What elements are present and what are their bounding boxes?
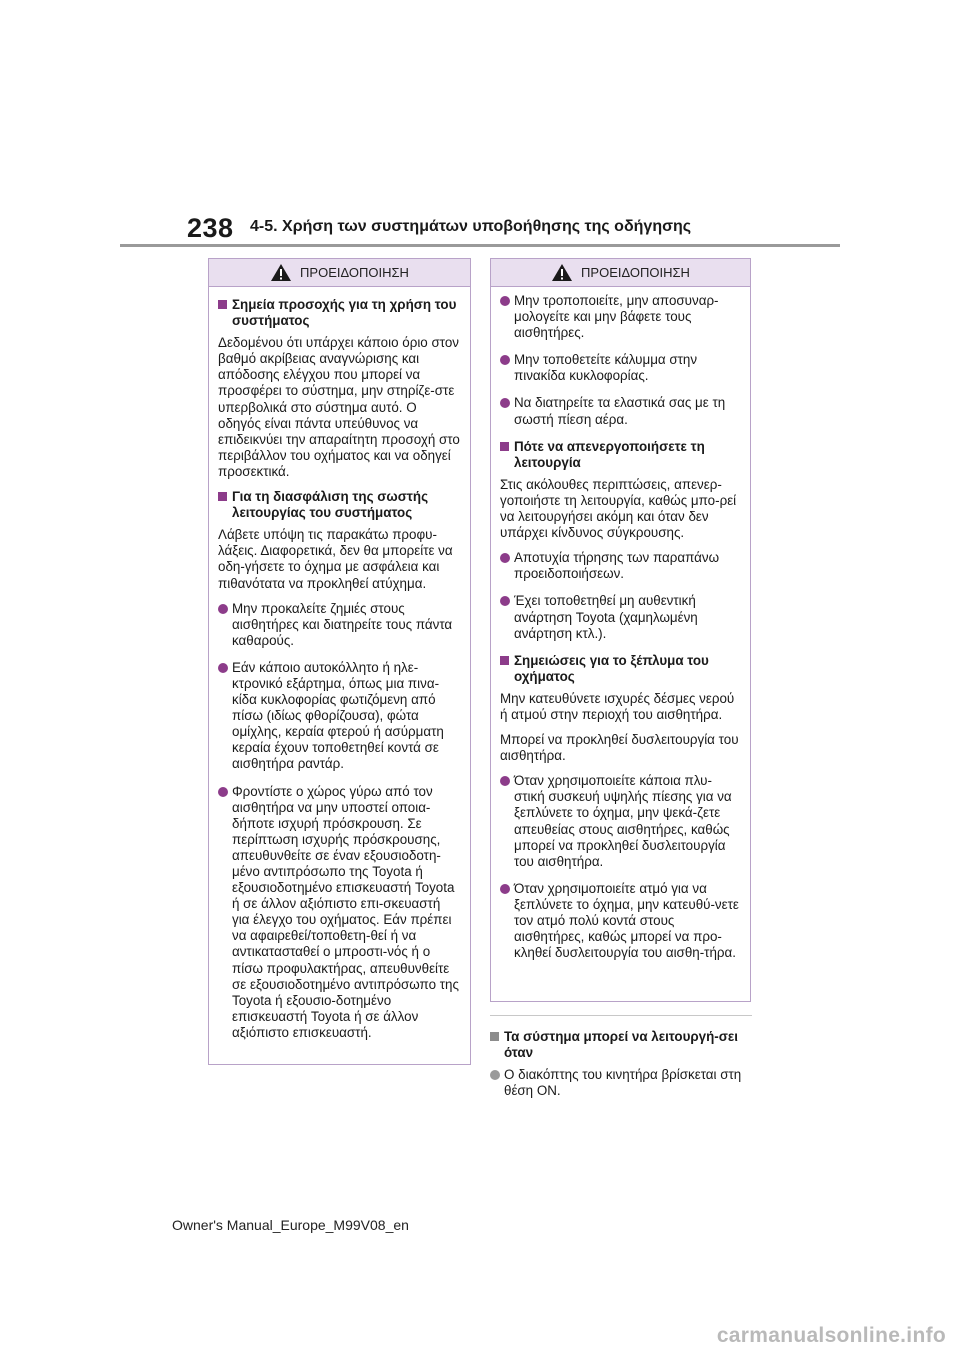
warning-title: ΠΡΟΕΙΔΟΠΟΙΗΣΗ bbox=[581, 265, 690, 280]
circle-bullet-icon bbox=[490, 1070, 500, 1080]
subheading: Σημεία προσοχής για τη χρήση του συστήματος bbox=[218, 297, 461, 329]
paragraph: Μην κατευθύνετε ισχυρές δέσμες νερού ή ατμού στην περιοχή του αισθητήρα. bbox=[500, 690, 735, 722]
warning-header bbox=[209, 259, 470, 287]
warning-box-left bbox=[208, 258, 471, 1065]
paragraph: Στις ακόλουθες περιπτώσεις, απενερ-γοποιήστε τη λειτουργία, καθώς μπο-ρεί να λειτουργήσει ακόμη και όταν δεν υπάρχει κίνδυνος σύγκρουσης. bbox=[500, 476, 737, 541]
circle-bullet-icon bbox=[500, 296, 510, 306]
paragraph: Δεδομένου ότι υπάρχει κάποιο όριο στον βαθμό ακρίβειας αναγνώρισης και απόδοσης ελέγχου που μπορεί να προσφέρει το σύστημα, μην στηρίζε-στε υπερβολικά στο σύστημα αυτό. Ο οδηγός είναι πάντα υπεύθυνος να επιδεικνύει την απαραίτητη προσοχή στο περιβάλλον του οχήματος και να οδηγεί προσεκτικά. bbox=[218, 335, 460, 479]
circle-bullet-icon bbox=[500, 553, 510, 563]
warning-triangle-icon bbox=[270, 263, 292, 282]
watermark: carmanualsonline.info bbox=[716, 1324, 946, 1347]
list-item: Εάν κάποιο αυτοκόλλητο ή ηλε-κτρονικό εξάρτημα, όπως μια πινα-κίδα κυκλοφορίας φωτιζόμενη από πίσω (ιδίως φθορίζουσα), φώτα ομίχλης, κεραία φτερού ή ασύρματη κεραία έχουν τοποθετηθεί κοντά σε αισθητήρα ραντάρ. bbox=[218, 660, 461, 773]
list-item: Να διατηρείτε τα ελαστικά σας με τη σωστή πίεση αέρα. bbox=[500, 395, 741, 427]
footer-text: Owner's Manual_Europe_M99V08_en bbox=[172, 1217, 409, 1233]
paragraph: Μπορεί να προκληθεί δυσλειτουργία του αισθητήρα. bbox=[500, 732, 739, 764]
square-bullet-icon bbox=[218, 492, 227, 501]
circle-bullet-icon bbox=[218, 663, 228, 673]
section-title: 4-5. Χρήση των συστημάτων υποβοήθησης της οδήγησης bbox=[250, 218, 692, 235]
subheading: Πότε να απενεργοποιήσετε τη λειτουργία bbox=[500, 439, 741, 471]
list-item: Όταν χρησιμοποιείτε κάποια πλυ-στική συσκευή υψηλής πίεσης για να ξεπλύνετε το όχημα, μην ψεκά-ζετε απευθείας στους αισθητήρες, καθώς μπορεί να προκληθεί δυσλειτουργία του αισθητήρα. bbox=[500, 773, 741, 870]
header-divider bbox=[120, 244, 840, 247]
warning-title: ΠΡΟΕΙΔΟΠΟΙΗΣΗ bbox=[300, 265, 409, 280]
circle-bullet-icon bbox=[500, 355, 510, 365]
list-item: Έχει τοποθετηθεί μη αυθεντική ανάρτηση Toyota (χαμηλωμένη ανάρτηση κτλ.). bbox=[500, 593, 741, 641]
page-number: 238 bbox=[187, 213, 234, 243]
list-item: Αποτυχία τήρησης των παραπάνω προειδοποιήσεων. bbox=[500, 550, 741, 582]
circle-bullet-icon bbox=[500, 776, 510, 786]
square-bullet-icon bbox=[490, 1032, 499, 1041]
square-bullet-icon bbox=[500, 656, 509, 665]
circle-bullet-icon bbox=[218, 604, 228, 614]
circle-bullet-icon bbox=[500, 884, 510, 894]
paragraph: Λάβετε υπόψη τις παρακάτω προφυ-λάξεις. Διαφορετικά, δεν θα μπορείτε να οδη-γήσετε το όχημα με ασφάλεια και πιθανότατα να προκληθεί ατύχημα. bbox=[218, 527, 453, 591]
circle-bullet-icon bbox=[218, 787, 228, 797]
circle-bullet-icon bbox=[500, 398, 510, 408]
warning-header bbox=[491, 259, 750, 287]
section-divider bbox=[490, 1015, 752, 1016]
subheading: Τα σύστημα μπορεί να λειτουργή-σει όταν bbox=[490, 1029, 752, 1061]
list-item: Μην τροποποιείτε, μην αποσυναρ-μολογείτε και μην βάφετε τους αισθητήρες. bbox=[500, 293, 741, 341]
list-item: Ο διακόπτης του κινητήρα βρίσκεται στη θέση ON. bbox=[490, 1067, 752, 1099]
subheading: Για τη διασφάλιση της σωστής λειτουργίας του συστήματος bbox=[218, 489, 461, 521]
subheading: Σημειώσεις για το ξέπλυμα του οχήματος bbox=[500, 653, 741, 685]
warning-box-right bbox=[490, 258, 751, 1002]
circle-bullet-icon bbox=[500, 596, 510, 606]
main-content bbox=[490, 1025, 752, 1110]
list-item: Μην προκαλείτε ζημιές στους αισθητήρες και διατηρείτε τους πάντα καθαρούς. bbox=[218, 601, 461, 649]
list-item: Όταν χρησιμοποιείτε ατμό για να ξεπλύνετε το όχημα, μην κατευθύ-νετε τον ατμό πολύ κοντά στους αισθητήρες, καθώς μπορεί να προ-κληθεί δυσλειτουργία του αισθη-τήρα. bbox=[500, 881, 741, 961]
list-item: Μην τοποθετείτε κάλυμμα στην πινακίδα κυκλοφορίας. bbox=[500, 352, 741, 384]
warning-triangle-icon bbox=[551, 263, 573, 282]
list-item: Φροντίστε ο χώρος γύρω από τον αισθητήρα να μην υποστεί οποια-δήποτε ισχυρή πρόσκρουση. Σε περίπτωση ισχυρής πρόσκρουσης, απευθυνθείτε σε έναν εξουσιοδοτη-μένο αντιπρόσωπο της Toyota ή εξουσιοδοτημένο επισκευαστή Toyota ή σε άλλον αξιόπιστο επι-σκευαστή για έλεγχο του οχήματος. Εάν πρέπει να αφαιρεθεί/τοποθετη-θεί ή να αντικατασταθεί ο μπροστι-νός ή ο πίσω προφυλακτήρας, απευθυνθείτε σε εξουσιοδοτημένο αντιπρόσωπο της Toyota ή εξουσιο-δοτημένο επισκευαστή Toyota ή σε άλλον αξιόπιστο επισκευαστή. bbox=[218, 784, 461, 1042]
square-bullet-icon bbox=[500, 442, 509, 451]
square-bullet-icon bbox=[218, 300, 227, 309]
